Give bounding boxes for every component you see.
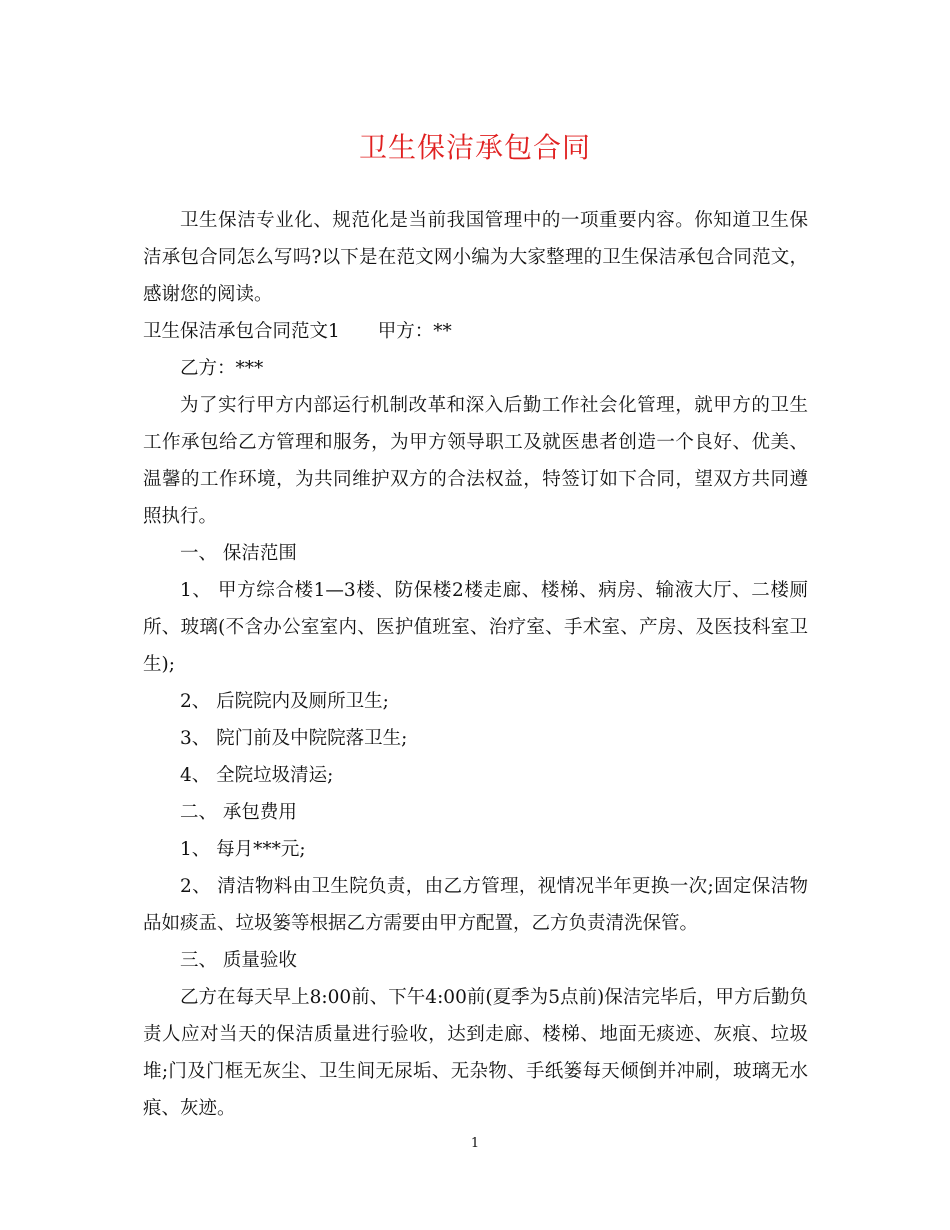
document-title: 卫生保洁承包合同 (358, 131, 591, 164)
party-b: 乙方：*** (180, 358, 264, 379)
section1-item-3: 3、 院门前及中院院落卫生; (180, 728, 408, 749)
preamble-paragraph: 为了实行甲方内部运行机制改革和深入后勤工作社会化管理，就甲方的卫生工作承包给乙方管理和服务，为甲方领导职工及就医患者创造一个良好、优美、温馨的工作环境，为共同维护双方的合法权益，特签订如下合同，望双方共同遵照执行。 (143, 395, 808, 527)
party-a: 甲方：** (377, 321, 452, 342)
document-body (143, 202, 808, 1127)
section1-item-1: 1、 甲方综合楼1—3楼、防保楼2楼走廊、楼梯、病房、输液大厅、二楼厕所、玻璃(不含办公室室内、医护值班室、治疗室、手术室、产房、及医技科室卫生); (143, 580, 808, 675)
section2-item-2: 2、 清洁物料由卫生院负责，由乙方管理，视情况半年更换一次;固定保洁物品如痰盂、垃圾篓等根据乙方需要由甲方配置，乙方负责清洗保管。 (143, 876, 808, 934)
page-number: 1 (470, 1136, 480, 1151)
section3-heading: 三、 质量验收 (180, 950, 297, 971)
section1-heading: 一、 保洁范围 (180, 543, 297, 564)
intro-paragraph: 卫生保洁专业化、规范化是当前我国管理中的一项重要内容。你知道卫生保洁承包合同怎么写吗?以下是在范文网小编为大家整理的卫生保洁承包合同范文，感谢您的阅读。 (143, 210, 808, 305)
section2-heading: 二、 承包费用 (180, 802, 297, 823)
section3-paragraph: 乙方在每天早上8:00前、下午4:00前(夏季为5点前)保洁完毕后，甲方后勤负责人应对当天的保洁质量进行验收，达到走廊、楼梯、地面无痰迹、灰痕、垃圾堆;门及门框无灰尘、卫生间无尿垢、无杂物、手纸篓每天倾倒并冲刷，玻璃无水痕、灰迹。 (143, 987, 808, 1119)
sample-heading-line (143, 313, 808, 350)
sample-heading: 卫生保洁承包合同范文1 (143, 321, 340, 342)
section2-item-1: 1、 每月***元; (180, 839, 306, 860)
section1-item-4: 4、 全院垃圾清运; (180, 765, 334, 786)
section1-item-2: 2、 后院院内及厕所卫生; (180, 691, 389, 712)
